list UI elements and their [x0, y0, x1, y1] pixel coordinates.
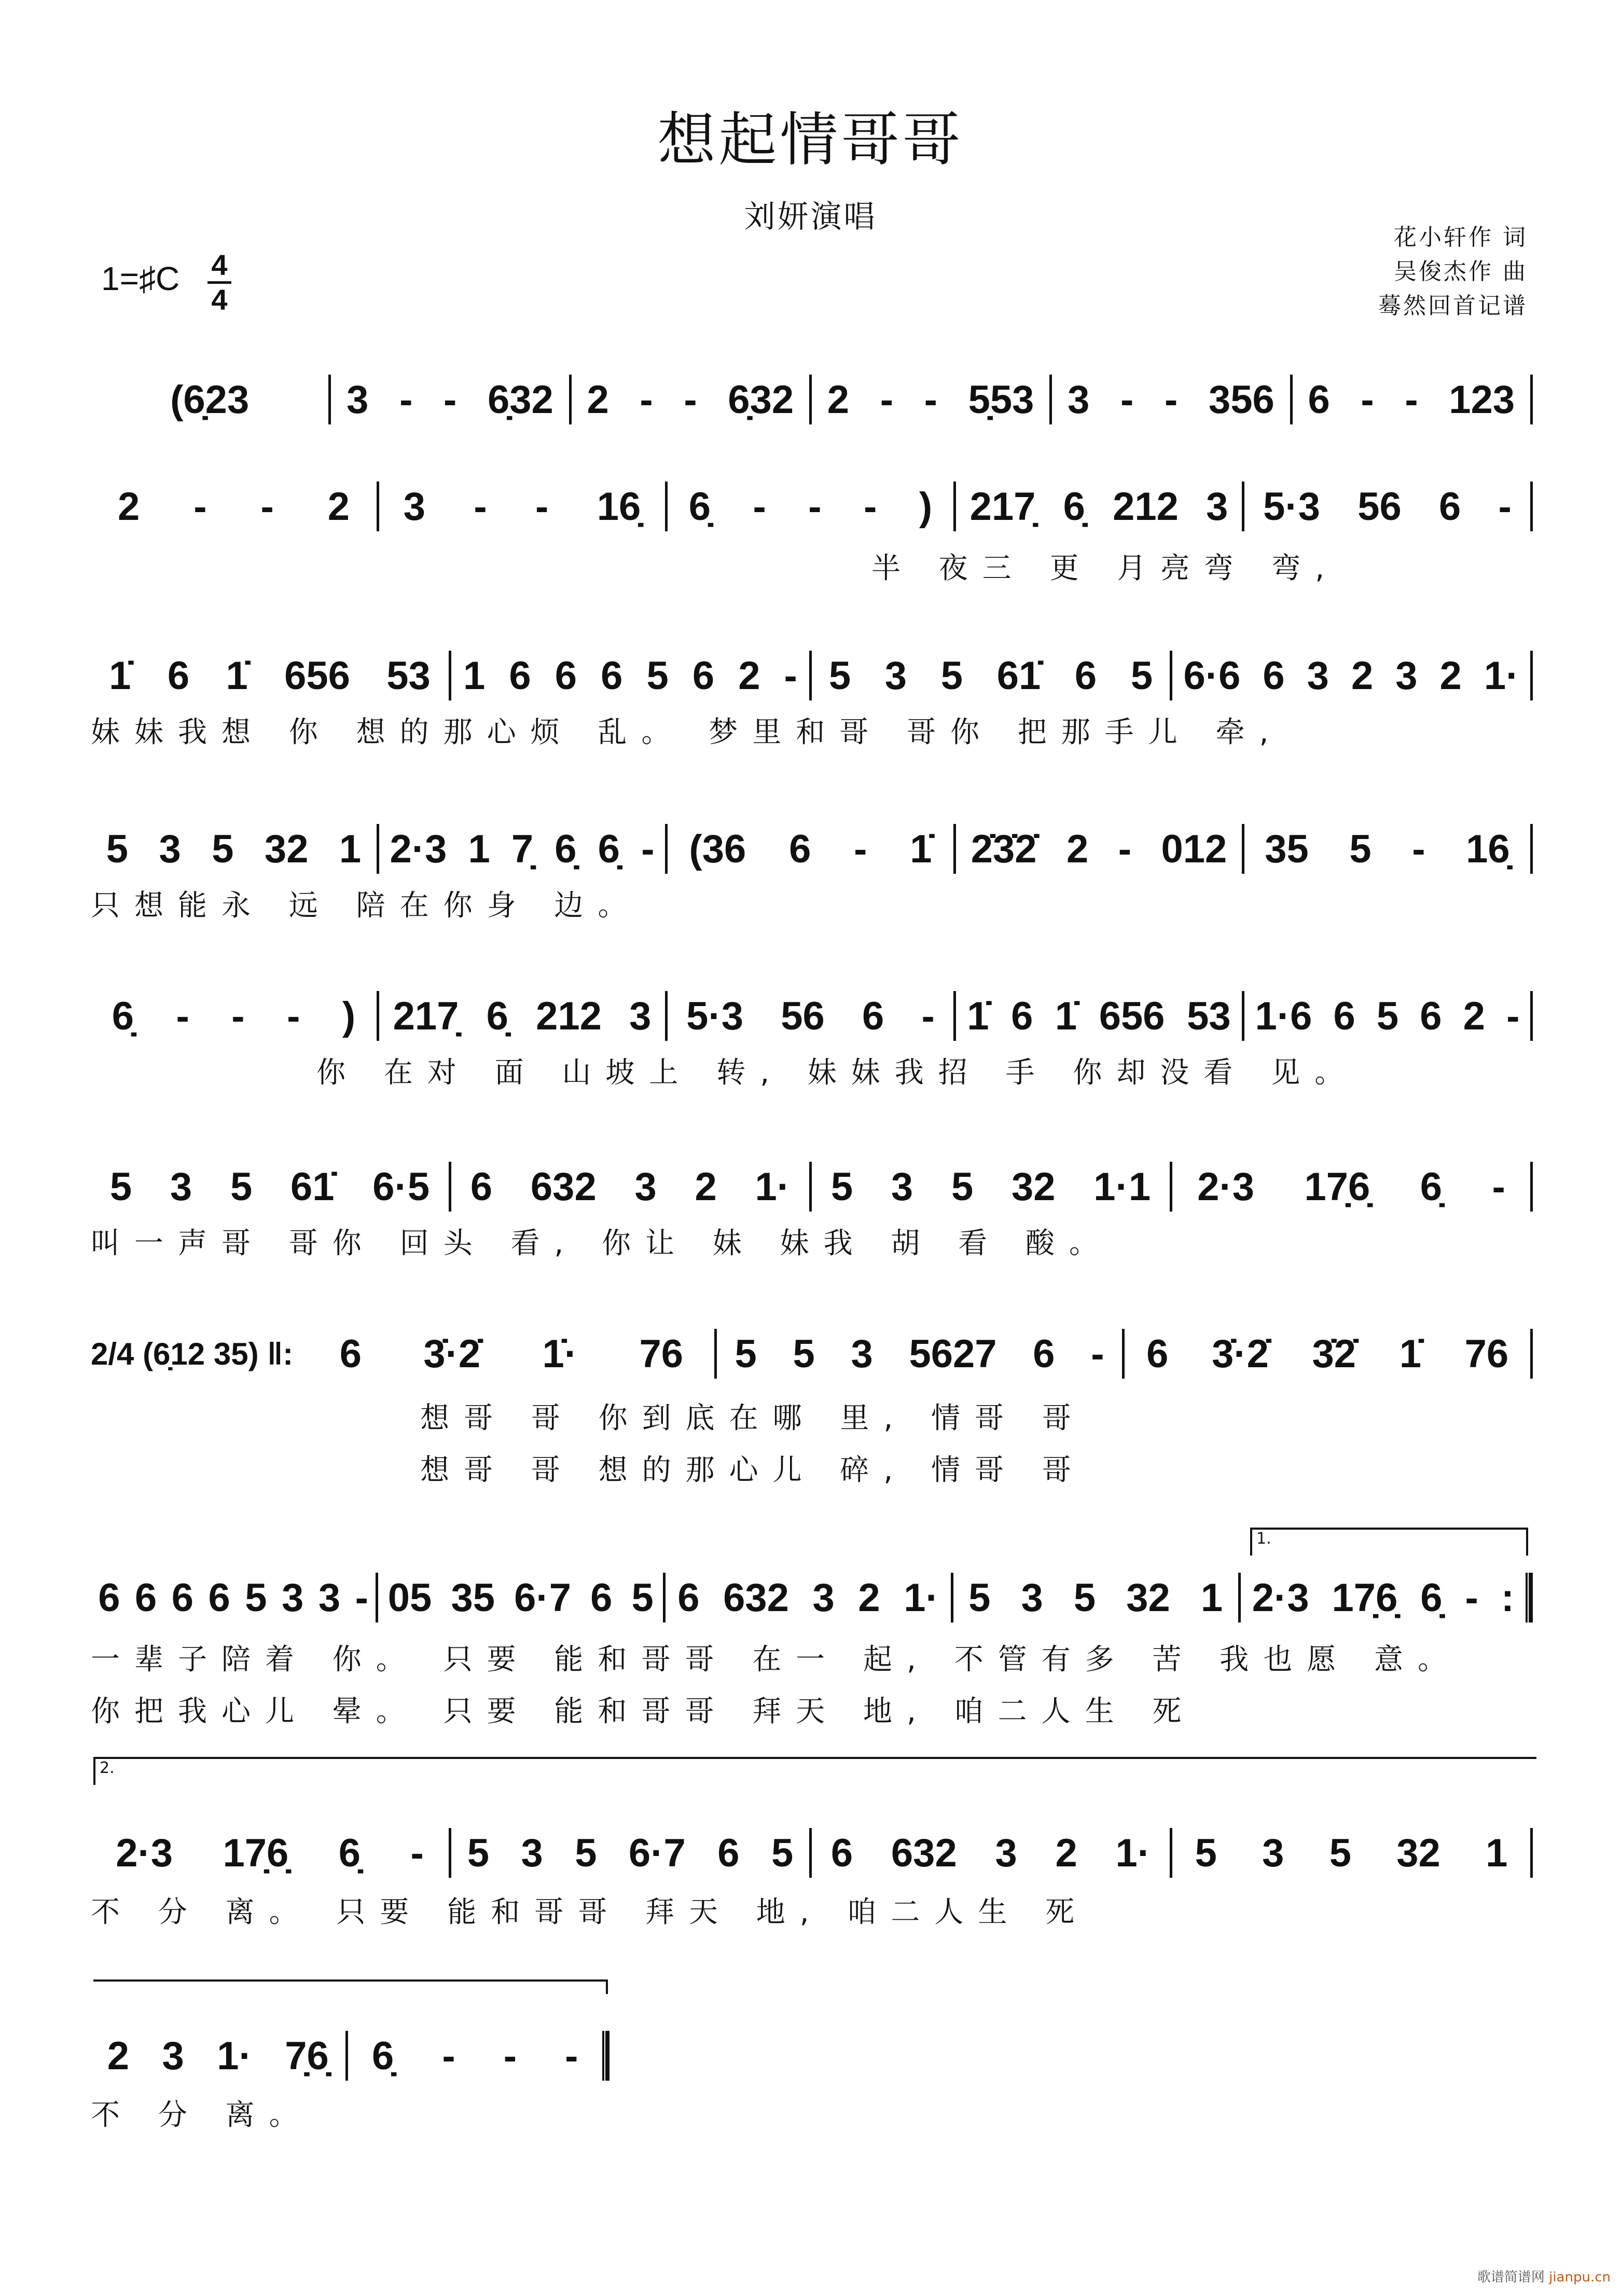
note: - — [1412, 827, 1425, 871]
composer-credit: 吴俊杰作 曲 — [1394, 258, 1528, 285]
note: 3̇·2̇ — [423, 1331, 481, 1376]
note: 2 — [858, 1575, 880, 1620]
note: - — [864, 484, 877, 529]
volta-bracket: 1. — [1250, 1528, 1528, 1556]
lyric-line: 不 分 离。 — [91, 2098, 313, 2132]
note: - — [880, 377, 894, 422]
score-row — [91, 990, 1533, 1042]
lyric-line: 你把我心儿 晕。 只要 能和哥哥 拜天 地, 咱二人生 死 — [91, 1695, 1196, 1728]
measure — [668, 823, 953, 875]
note: 32 — [1396, 1831, 1440, 1875]
measure — [91, 374, 328, 425]
note: 6 — [1439, 484, 1461, 529]
note: 6̣ — [486, 994, 508, 1038]
note: 3 — [282, 1575, 304, 1620]
note: 1· — [904, 1575, 939, 1620]
note: 3 — [1206, 484, 1228, 529]
measure — [379, 823, 665, 875]
measure — [91, 1161, 449, 1213]
note: 3 — [1021, 1575, 1043, 1620]
note: - — [410, 1831, 424, 1875]
note: 2 — [1463, 994, 1485, 1038]
note: 3̇2̇ — [1312, 1331, 1356, 1376]
note: 2 — [738, 653, 760, 698]
score-row — [91, 2030, 609, 2082]
credits — [1378, 221, 1528, 323]
note: 6 — [862, 994, 884, 1038]
note: 632 — [530, 1164, 597, 1209]
score-row — [91, 1161, 1533, 1213]
note: 3 — [347, 377, 369, 422]
note: 217̣ — [969, 484, 1036, 529]
measure — [309, 1328, 714, 1380]
note: 5̣53 — [968, 377, 1034, 422]
note: 5 — [830, 1164, 853, 1209]
note: 5 — [646, 653, 669, 698]
note: 3̇·2̇ — [1212, 1331, 1269, 1376]
lyric-line: 你 在对 面 山坡上 转, 妹妹我招 手 你却没看 见。 — [316, 1056, 1359, 1090]
note: 17̣6̣ — [1304, 1164, 1370, 1209]
measure — [1172, 1827, 1530, 1879]
watermark-cn: 歌谱简谱网 — [1477, 2270, 1545, 2285]
measure — [1244, 990, 1530, 1042]
measure — [1172, 1161, 1530, 1213]
note: - — [1405, 377, 1418, 422]
end-barline — [1530, 375, 1533, 424]
note: 3 — [318, 1575, 341, 1620]
note: 6̣ — [555, 827, 577, 871]
note: 35 — [1265, 827, 1309, 871]
note: 5 — [828, 653, 851, 698]
note: 6 — [135, 1575, 157, 1620]
measure — [348, 2030, 603, 2082]
note: 1 — [468, 827, 490, 871]
note: 212 — [536, 994, 602, 1038]
note: 2·3 — [1197, 1164, 1255, 1209]
measure — [668, 990, 953, 1042]
note: 1 — [463, 653, 486, 698]
note: 6·7 — [514, 1575, 571, 1620]
note: 356 — [1208, 377, 1274, 422]
score-row — [91, 374, 1533, 425]
note: 2̇3̇2̇ — [971, 827, 1037, 871]
note: 6̣ — [1420, 1575, 1443, 1620]
note: 5 — [793, 1331, 815, 1376]
note: 212 — [1113, 484, 1179, 529]
note: ) — [919, 484, 933, 529]
note: - — [1498, 484, 1512, 529]
note: 5 — [735, 1331, 757, 1376]
note: 1̇· — [542, 1331, 578, 1376]
note: 3 — [1307, 653, 1329, 698]
note: - — [176, 994, 189, 1038]
note: 1̇ — [109, 653, 131, 698]
time-signature — [207, 249, 231, 316]
score-row — [91, 1827, 1533, 1879]
note: 3 — [1068, 377, 1090, 422]
note: - — [1492, 1164, 1505, 1209]
note: - — [684, 377, 697, 422]
note: - — [1118, 827, 1131, 871]
note: 5 — [631, 1575, 654, 1620]
note: 6̣ — [598, 827, 620, 871]
note: 6 — [601, 653, 623, 698]
note: 6 — [339, 1331, 362, 1376]
note: 6·6 — [1183, 653, 1241, 698]
note: 6 — [1033, 1331, 1055, 1376]
note: 5·3 — [686, 994, 743, 1038]
lyric-line: 一辈子陪着 你。 只要 能和哥哥 在一 起, 不管有多 苦 我也愿 意。 — [91, 1643, 1462, 1676]
lyric-line: 妹妹我想 你 想的那心烦 乱。 梦里和哥 哥你 把那手儿 牵, — [91, 716, 1283, 749]
note: - — [535, 484, 549, 529]
note: 6·7 — [628, 1831, 686, 1875]
note: 2 — [117, 484, 140, 529]
note: 3 — [403, 484, 425, 529]
performer: 刘妍演唱 — [744, 199, 877, 235]
note: 6 — [1011, 994, 1033, 1038]
note: 1̇ — [1399, 1331, 1421, 1376]
note: 3 — [1395, 653, 1418, 698]
note: 6 — [1263, 653, 1285, 698]
note: 5 — [1195, 1831, 1217, 1875]
song-title: 想起情哥哥 — [657, 106, 964, 174]
note: 5 — [951, 1164, 974, 1209]
lyric-line: 想哥 哥 想的那心儿 碎, 情哥 哥 — [420, 1453, 1086, 1487]
note: 35 — [451, 1575, 495, 1620]
note: 6 — [677, 1575, 700, 1620]
note: 1·1 — [1093, 1164, 1151, 1209]
note: 1 — [339, 827, 362, 871]
lyricist-credit: 花小轩作 词 — [1394, 224, 1528, 251]
note: 3 — [634, 1164, 657, 1209]
note: 16̣ — [1466, 827, 1510, 871]
watermark-en: jianpu.cn — [1549, 2270, 1611, 2285]
note: - — [784, 653, 797, 698]
note: 2 — [1351, 653, 1374, 698]
note: 2 — [587, 377, 609, 422]
note: 7̣ — [511, 827, 534, 871]
measure — [1293, 374, 1530, 425]
note: 17̣6̣ — [223, 1831, 289, 1875]
note: 6̣32 — [487, 377, 553, 422]
note: 3 — [884, 653, 907, 698]
measure — [1172, 650, 1530, 702]
volta-bracket: 2. — [93, 1757, 1536, 1785]
note: - — [1361, 377, 1374, 422]
score-row — [91, 823, 1533, 875]
note: 32 — [1126, 1575, 1170, 1620]
measure — [91, 650, 449, 702]
note: 76 — [639, 1331, 684, 1376]
note: - — [1091, 1331, 1104, 1376]
note: 16̣ — [597, 484, 641, 529]
note: 6 — [1308, 377, 1330, 422]
note: (6̣23 — [170, 377, 250, 422]
note: 32 — [1011, 1164, 1056, 1209]
note: 5·3 — [1263, 484, 1320, 529]
note: 6 — [717, 1831, 740, 1875]
lyric-line: 半 夜三 更 月亮弯 弯, — [871, 552, 1339, 585]
note: 3 — [1262, 1831, 1284, 1875]
note: 5 — [467, 1831, 489, 1875]
score-row — [91, 650, 1533, 702]
measure — [956, 823, 1242, 875]
note: 632 — [723, 1575, 789, 1620]
note: 3 — [521, 1831, 543, 1875]
note: 6 — [171, 1575, 194, 1620]
key-signature: 1=♯C — [101, 260, 180, 297]
measure — [379, 480, 665, 532]
note: 6 — [208, 1575, 230, 1620]
measure — [379, 990, 665, 1042]
note: 5 — [940, 653, 963, 698]
measure — [1244, 823, 1530, 875]
measure — [1125, 1328, 1530, 1380]
note: 1· — [755, 1164, 791, 1209]
note: - — [641, 827, 655, 871]
note: 5 — [109, 1164, 132, 1209]
note: 1· — [217, 2033, 252, 2078]
note: - — [193, 484, 207, 529]
note: 6 — [470, 1164, 493, 1209]
note: 6̣ — [112, 994, 134, 1038]
end-barline — [1530, 1329, 1533, 1379]
note: 6 — [830, 1831, 853, 1875]
measure — [668, 480, 953, 532]
note: 2 — [1055, 1831, 1077, 1875]
note: 5 — [1329, 1831, 1351, 1875]
note: 7̣6̣ — [285, 2033, 329, 2078]
note: - — [854, 827, 867, 871]
measure — [956, 480, 1242, 532]
note: - — [355, 1575, 368, 1620]
note: 32 — [264, 827, 309, 871]
measure — [1241, 1572, 1526, 1624]
note: 012 — [1161, 827, 1227, 871]
note: - — [260, 484, 274, 529]
note: 6̣ — [1063, 484, 1085, 529]
lyric-line: 想哥 哥 你到底在哪 里, 情哥 哥 — [420, 1401, 1086, 1435]
measure — [91, 1827, 449, 1879]
note: 3 — [162, 2033, 184, 2078]
note: 5 — [212, 827, 234, 871]
note: 1 — [1200, 1575, 1223, 1620]
measure — [91, 823, 377, 875]
measure — [451, 1827, 809, 1879]
note: - — [924, 377, 937, 422]
note: 5 — [230, 1164, 253, 1209]
note: 5 — [1130, 653, 1153, 698]
end-barline — [1530, 1162, 1533, 1212]
measure — [812, 1161, 1170, 1213]
note: 6̣ — [372, 2033, 394, 2078]
note: 76 — [1464, 1331, 1509, 1376]
note: 1̇ — [226, 653, 248, 698]
note: - — [442, 2033, 455, 2078]
note: 3 — [891, 1164, 913, 1209]
note: 6 — [1146, 1331, 1169, 1376]
note: 2 — [695, 1164, 717, 1209]
score-row — [91, 1572, 1533, 1624]
note: 6 — [555, 653, 577, 698]
closing-bracket — [93, 1979, 608, 1994]
note: 6 — [789, 827, 811, 871]
note: ) — [342, 994, 356, 1038]
note: - — [640, 377, 653, 422]
note: 3 — [812, 1575, 835, 1620]
note: - — [1506, 994, 1520, 1038]
measure — [451, 1161, 809, 1213]
row-prefix: 2/4 (6̣12 35) ‖: — [91, 1336, 294, 1371]
note: 3 — [995, 1831, 1017, 1875]
measure — [1244, 480, 1530, 532]
measure — [91, 1572, 376, 1624]
lyric-line: 不 分 离。 只要 能和哥哥 拜天 地, 咱二人生 死 — [91, 1895, 1089, 1929]
note: 6·5 — [372, 1164, 430, 1209]
note: 6 — [1333, 994, 1355, 1038]
end-barline — [602, 2031, 609, 2081]
note: 53 — [386, 653, 431, 698]
score-row — [91, 1328, 1533, 1380]
lyric-line: 只想能永 远 陪在你身 边。 — [91, 889, 642, 923]
note: 3 — [629, 994, 652, 1038]
note: 6 — [98, 1575, 120, 1620]
lyric-line: 叫一声哥 哥你 回头 看, 你让 妹 妹我 胡 看 酸。 — [91, 1227, 1113, 1260]
measure — [451, 650, 809, 702]
note: 5 — [106, 827, 128, 871]
transcriber-credit: 蓦然回首记谱 — [1378, 293, 1528, 319]
note: 2 — [1066, 827, 1089, 871]
note: 1· — [1115, 1831, 1151, 1875]
note: 5 — [1376, 994, 1399, 1038]
note: 1̇ — [967, 994, 989, 1038]
note: 2·3 — [1252, 1575, 1309, 1620]
note: 6̣32 — [728, 377, 794, 422]
note: - — [444, 377, 457, 422]
end-barline — [1530, 1828, 1533, 1878]
time-signature-top: 4 — [211, 249, 228, 281]
note: 2 — [827, 377, 850, 422]
end-barline — [1530, 482, 1533, 531]
note: 217̣ — [393, 994, 459, 1038]
measure — [91, 990, 377, 1042]
note: 1·6 — [1255, 994, 1312, 1038]
end-barline — [1530, 991, 1533, 1041]
note: 53 — [1187, 994, 1231, 1038]
note: - — [503, 2033, 517, 2078]
note: 61̇ — [290, 1164, 335, 1209]
note: 6 — [509, 653, 531, 698]
measure — [956, 990, 1242, 1042]
note: - — [565, 2033, 578, 2078]
measure — [91, 2030, 345, 2082]
note: 3 — [851, 1331, 873, 1376]
measure — [953, 1572, 1238, 1624]
measure — [572, 374, 809, 425]
note: 1· — [1484, 653, 1519, 698]
time-signature-bottom: 4 — [211, 283, 228, 316]
note: (36 — [689, 827, 746, 871]
measure — [812, 650, 1170, 702]
note: 2·3 — [390, 827, 447, 871]
note: 123 — [1449, 377, 1515, 422]
note: 56 — [781, 994, 825, 1038]
note: 5 — [771, 1831, 794, 1875]
end-barline — [1530, 824, 1533, 874]
note: 6̣ — [1420, 1164, 1443, 1209]
note: 1̇ — [1055, 994, 1077, 1038]
score-row — [91, 480, 1533, 532]
measure — [666, 1572, 950, 1624]
note: 1 — [1486, 1831, 1508, 1875]
note: - — [287, 994, 300, 1038]
end-barline — [1526, 1573, 1533, 1623]
note: 2 — [1439, 653, 1462, 698]
note: - — [399, 377, 413, 422]
note: 3 — [159, 827, 181, 871]
note: 6 — [590, 1575, 613, 1620]
note: - — [1465, 1575, 1478, 1620]
note: 6̣ — [688, 484, 711, 529]
measure — [91, 480, 377, 532]
note: 5627 — [909, 1331, 997, 1376]
note: 17̣6̣ — [1332, 1575, 1398, 1620]
note: 3 — [170, 1164, 192, 1209]
note: - — [1120, 377, 1134, 422]
end-barline — [1530, 651, 1533, 700]
note: 61̇ — [996, 653, 1041, 698]
note: - — [753, 484, 766, 529]
note: 5 — [1349, 827, 1371, 871]
note: - — [231, 994, 245, 1038]
note: 656 — [284, 653, 350, 698]
note: 56 — [1357, 484, 1402, 529]
note: : — [1501, 1575, 1515, 1620]
note: 656 — [1099, 994, 1165, 1038]
note: 6 — [1074, 653, 1097, 698]
note: 1̇ — [910, 827, 932, 871]
note: 2 — [327, 484, 350, 529]
note: 5 — [575, 1831, 597, 1875]
note: 5 — [245, 1575, 267, 1620]
note: 5 — [968, 1575, 991, 1620]
note: 2 — [107, 2033, 129, 2078]
note: 6 — [692, 653, 715, 698]
measure — [378, 1572, 663, 1624]
measure — [717, 1328, 1123, 1380]
measure — [331, 374, 569, 425]
note: - — [474, 484, 487, 529]
note: - — [921, 994, 935, 1038]
note: - — [1165, 377, 1178, 422]
watermark — [1477, 2266, 1611, 2286]
note: 2·3 — [116, 1831, 173, 1875]
note: 632 — [891, 1831, 957, 1875]
note: 6 — [167, 653, 190, 698]
note: 05 — [387, 1575, 432, 1620]
measure — [1052, 374, 1290, 425]
note: 5 — [1073, 1575, 1096, 1620]
note: 6̣ — [338, 1831, 361, 1875]
measure — [812, 374, 1049, 425]
note: - — [808, 484, 822, 529]
note: 6 — [1420, 994, 1442, 1038]
measure — [812, 1827, 1170, 1879]
